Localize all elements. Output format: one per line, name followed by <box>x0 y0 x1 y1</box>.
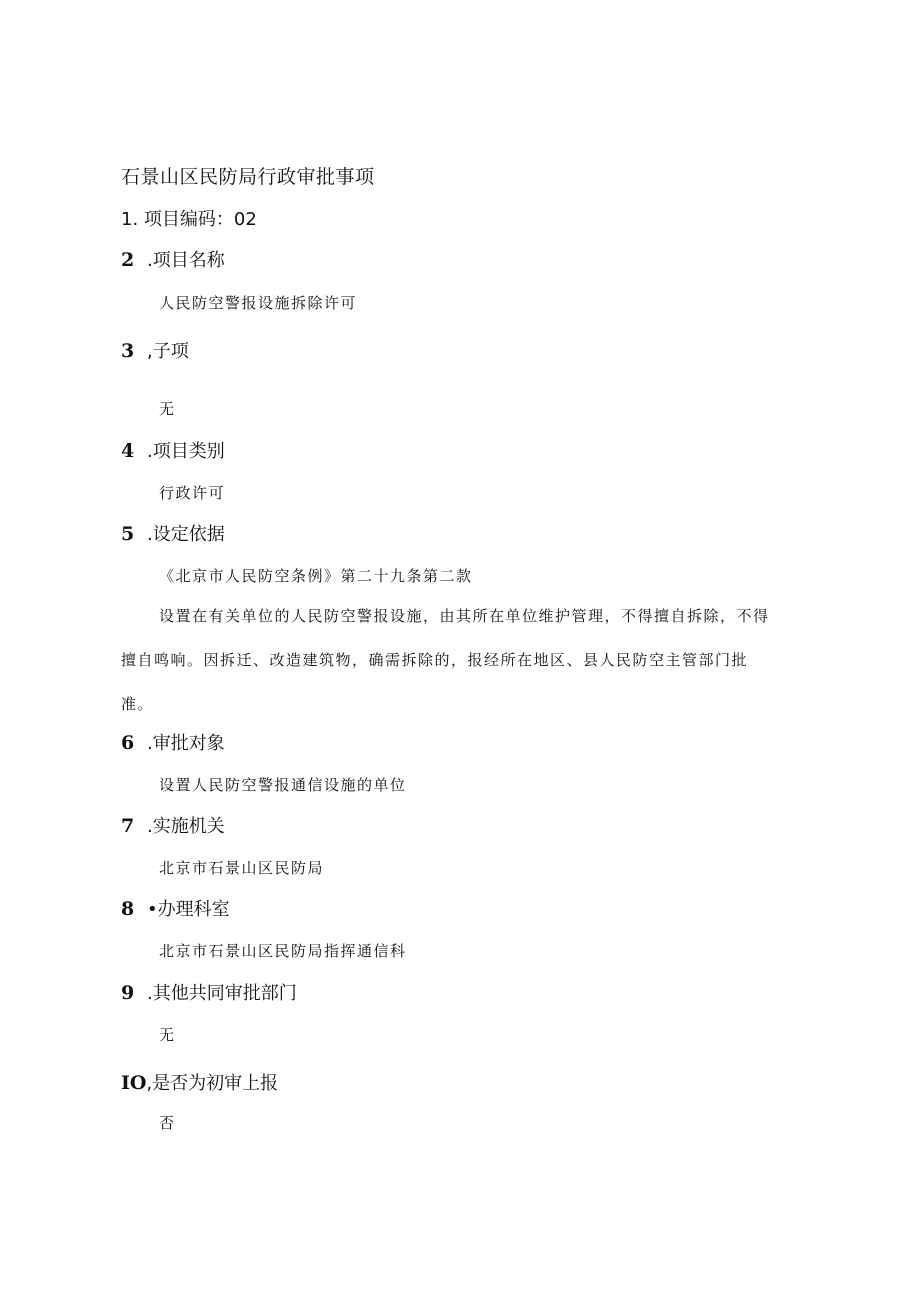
section-separator: . <box>147 816 153 837</box>
section-6-content: 设置人民防空警报通信设施的单位 <box>159 776 407 794</box>
section-number: 3 <box>121 340 135 362</box>
section-7-heading <box>121 812 225 838</box>
section-label: 项目类别 <box>152 441 225 462</box>
section-7-content: 北京市石景山区民防局 <box>159 859 325 877</box>
section-label: 设定依据 <box>152 524 225 545</box>
section-4-content: 行政许可 <box>159 484 226 502</box>
section-label: 办理科室 <box>157 899 230 920</box>
section-3-heading <box>121 337 189 363</box>
section-separator: . <box>147 441 153 462</box>
section-number: 6 <box>121 732 135 754</box>
section-separator: , <box>146 1073 153 1094</box>
section-number: 5 <box>121 523 135 545</box>
section-number: 4 <box>121 440 135 462</box>
document-title: 石景山区民防局行政审批事项 <box>121 166 375 188</box>
section-separator: . <box>147 250 153 271</box>
section-label: 项目名称 <box>152 250 225 271</box>
section-3-content: 无 <box>159 400 176 418</box>
section-label: 审批对象 <box>152 733 225 754</box>
section-2-content: 人民防空警报设施拆除许可 <box>159 294 358 312</box>
section-separator: . <box>147 733 153 754</box>
section-separator: • <box>147 899 158 920</box>
section-label: 其他共同审批部门 <box>152 983 297 1004</box>
section-9-heading <box>121 979 297 1005</box>
section-4-heading <box>121 437 225 463</box>
section-separator: . <box>147 524 153 545</box>
section-9-content: 无 <box>159 1026 176 1044</box>
section-8-content: 北京市石景山区民防局指挥通信科 <box>159 942 407 960</box>
section-10-heading <box>121 1069 278 1095</box>
section-number: 8 <box>121 898 135 920</box>
section-10-content: 否 <box>159 1114 176 1132</box>
section-2-heading <box>121 246 225 272</box>
item-1-project-code: 1. 项目编码：02 <box>121 209 257 230</box>
section-number: 2 <box>121 249 135 271</box>
section-separator: . <box>147 983 153 1004</box>
section-5-content: 《北京市人民防空条例》第二十九条第二款 <box>159 567 473 585</box>
section-label: 子项 <box>152 341 189 362</box>
section-5-heading <box>121 520 225 546</box>
section-6-heading <box>121 729 225 755</box>
section-separator: , <box>147 341 153 362</box>
section-5-basis-paragraph: 设置在有关单位的人民防空警报设施，由其所在单位维护管理，不得擅自拆除，不得擅自鸣响。因拆迁、改造建筑物，确需拆除的，报经所在地区、县人民防空主管部门批准。 <box>121 607 770 713</box>
section-label: 实施机关 <box>152 816 225 837</box>
section-number: 9 <box>121 982 135 1004</box>
section-number: 7 <box>121 815 135 837</box>
section-label: 是否为初审上报 <box>152 1073 279 1094</box>
section-8-heading <box>121 895 230 921</box>
section-number: IO <box>121 1072 147 1094</box>
